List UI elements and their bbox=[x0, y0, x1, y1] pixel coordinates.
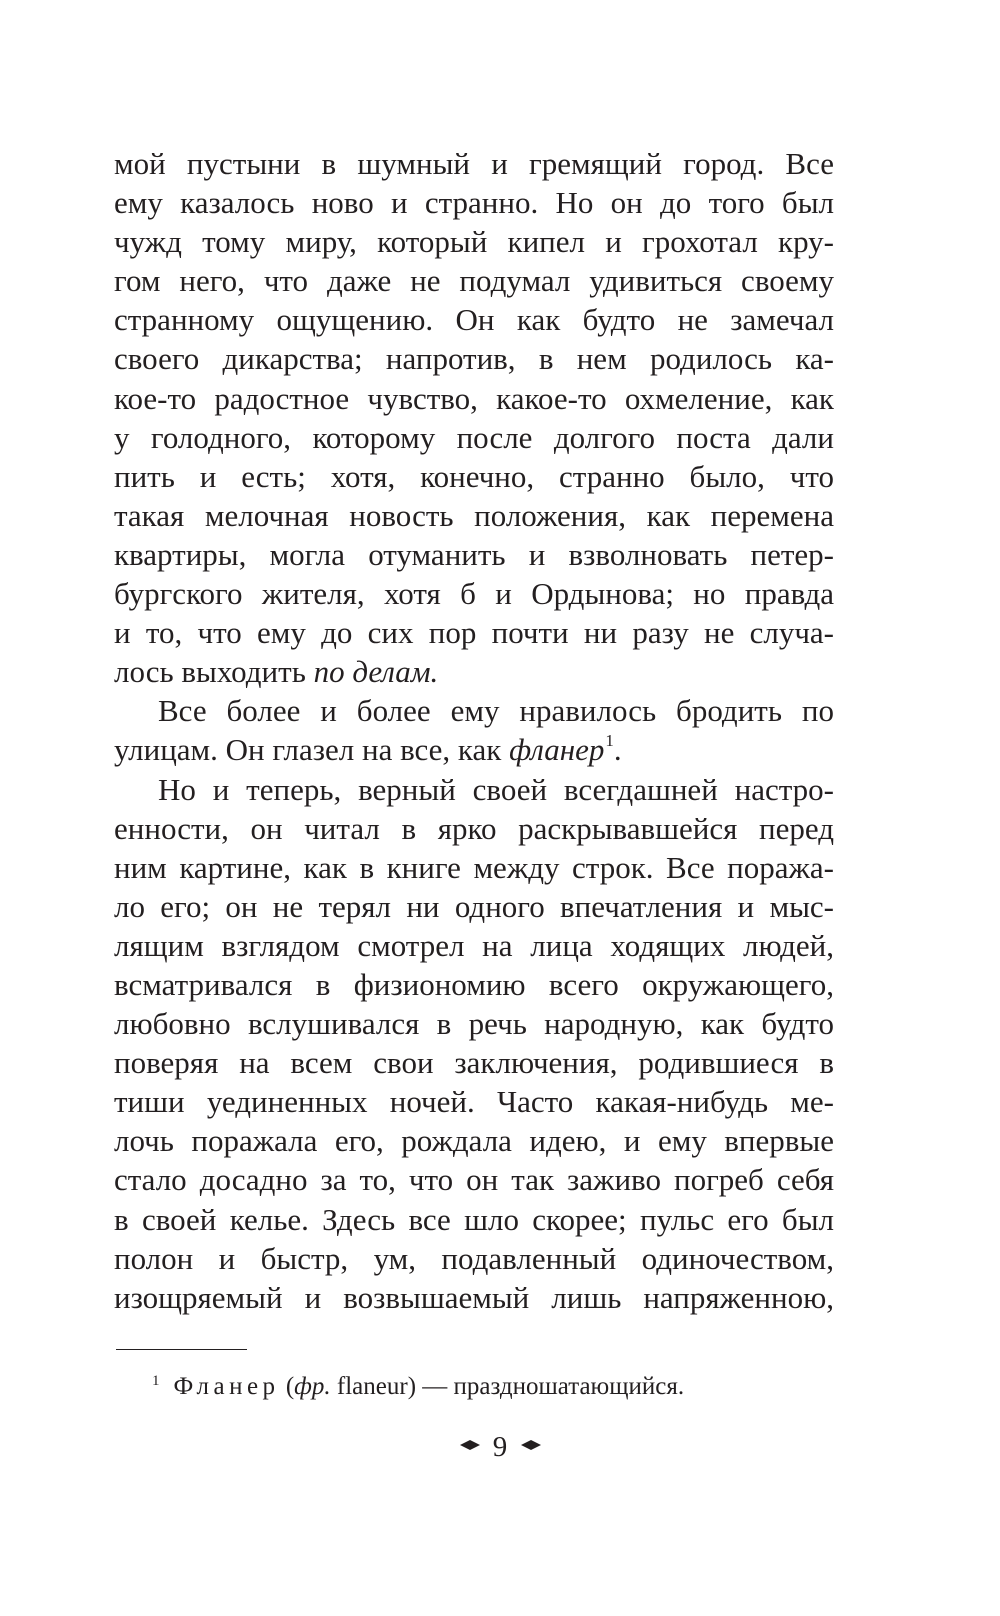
text-line: своего дикарства; напротив, в нем родилось ка- bbox=[114, 341, 834, 377]
page-number-folio bbox=[0, 1427, 1000, 1465]
footnote bbox=[116, 1370, 872, 1407]
paragraph-start-line: Но и теперь, верный своей всегдашней настро- bbox=[158, 771, 834, 807]
text-line: ним картине, как в книге между строк. Все поража- bbox=[114, 849, 834, 885]
text-segment: лось выходить bbox=[114, 654, 314, 690]
footnote-paren-open: ( bbox=[285, 1373, 295, 1400]
text-line: и то, что ему до сих пор почти ни разу не случа- bbox=[114, 615, 834, 651]
text-line: кое-то радостное чувство, какое-то охмеление, как bbox=[114, 380, 834, 416]
text-line: лящим взглядом смотрел на лица ходящих людей, bbox=[114, 927, 834, 963]
text-line: гом него, что даже не подумал удивиться своему bbox=[114, 263, 834, 299]
text-line bbox=[114, 652, 834, 691]
text-line: квартиры, могла отуманить и взволновать петер- bbox=[114, 536, 834, 572]
text-line bbox=[114, 730, 834, 769]
text-line: странному ощущению. Он как будто не замечал bbox=[114, 302, 834, 338]
footnote-reference[interactable]: 1 bbox=[605, 731, 614, 751]
footnote-definition: — праздношатающийся. bbox=[422, 1373, 685, 1400]
paragraph-start-line: Все более и более ему нравилось бродить по bbox=[158, 693, 834, 729]
footnote-original-word: flaneur bbox=[336, 1373, 408, 1400]
text-segment: . bbox=[613, 732, 622, 768]
text-line: чужд тому миру, который кипел и грохотал кру- bbox=[114, 224, 834, 260]
emphasis-text: по делам. bbox=[313, 654, 439, 690]
text-line: ему казалось ново и странно. Но он до того был bbox=[114, 185, 834, 221]
text-line: ло его; он не терял ни одного впечатления и мыс- bbox=[114, 888, 834, 924]
text-line: такая мелочная новость положения, как перемена bbox=[114, 497, 834, 533]
text-line: мой пустыни в шумный и гремящий город. Все bbox=[114, 146, 834, 181]
text-line: стало досадно за то, что он так заживо погреб себя bbox=[114, 1162, 834, 1198]
text-line: пить и есть; хотя, конечно, странно было, что bbox=[114, 458, 834, 494]
text-segment: улицам. Он глазел на все, как bbox=[114, 732, 510, 768]
footnote-language: фр. bbox=[294, 1373, 331, 1400]
footnote-paren-close: ) bbox=[407, 1373, 417, 1400]
diamond-ornament-icon bbox=[458, 1438, 482, 1452]
body-text bbox=[114, 144, 834, 1317]
text-line: лочь поражала его, рождала идею, и ему впервые bbox=[114, 1123, 834, 1159]
emphasis-text: фланер bbox=[509, 732, 605, 768]
diamond-ornament-icon bbox=[519, 1438, 543, 1452]
text-line: изощряемый и возвышаемый лишь напряженною, bbox=[114, 1279, 834, 1315]
text-line: у голодного, которому после долгого поста дали bbox=[114, 419, 834, 455]
footnote-divider bbox=[116, 1349, 247, 1350]
text-line: в своей келье. Здесь все шло скорее; пульс его был bbox=[114, 1201, 834, 1237]
text-line: бургского жителя, хотя б и Ордынова; но правда bbox=[114, 576, 834, 612]
text-line: енности, он читал в ярко раскрывавшейся перед bbox=[114, 810, 834, 846]
page-number: 9 bbox=[492, 1431, 508, 1464]
text-line: поверяя на всем свои заключения, родившиеся в bbox=[114, 1045, 834, 1081]
text-line: всматривался в физиономию всего окружающего, bbox=[114, 966, 834, 1002]
text-line: полон и быстр, ум, подавленный одиночеством, bbox=[114, 1240, 834, 1276]
text-line: любовно вслушивался в речь народную, как будто bbox=[114, 1006, 834, 1042]
text-line: тиши уединенных ночей. Часто какая-нибудь ме- bbox=[114, 1084, 834, 1120]
footnote-number: 1 bbox=[152, 1373, 160, 1389]
footnote-term: Фланер bbox=[173, 1373, 280, 1400]
